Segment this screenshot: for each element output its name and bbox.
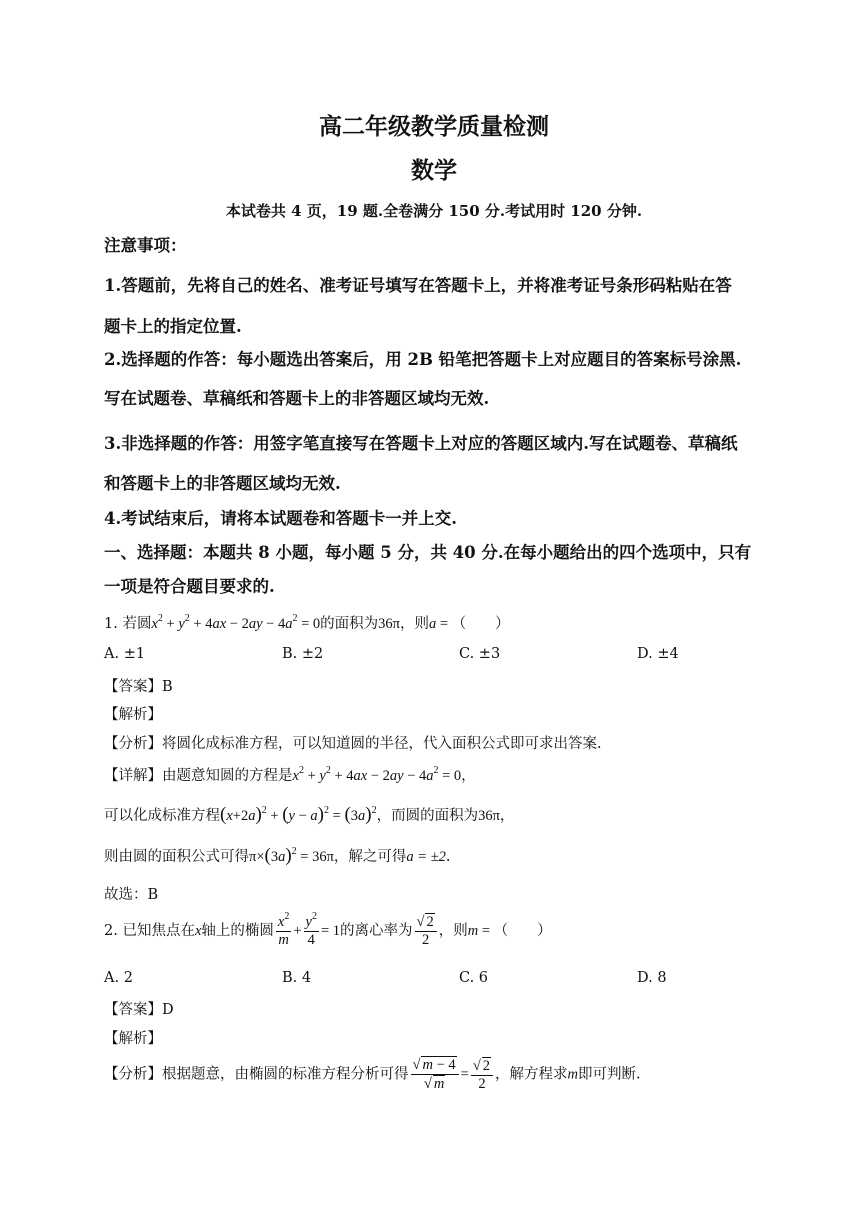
q2-answer: 【答案】D — [104, 1002, 174, 1018]
notice-item-4: 4.考试结束后，请将本试题卷和答题卡一并上交. — [104, 509, 457, 528]
q1-fenxi: 【分析】将圆化成标准方程，可以知道圆的半径，代入面积公式即可求出答案. — [104, 736, 602, 752]
q2-option-b: B. 4 — [282, 970, 312, 986]
question-1: 1. 若圆$x^2 + y^2 + 4ax - 2ay - 4a^2 = 0$的面积为36π，则a = （ ） — [104, 613, 510, 632]
q1-step-2: 可以化成标准方程$(x+2a)^2 + (y - a)^2 = (3a)^2$，而圆的面积为36π， — [104, 804, 515, 825]
q2-fenxi: 【分析】根据题意，由椭圆的标准方程分析可得 $\frac{√ m - 4}{√ m}$ = $\frac{√ 2}{2}$ ，解方程求m即可判断. — [104, 1057, 641, 1092]
q2-option-d: D. 8 — [637, 970, 667, 986]
notice-item-2-cont: 写在试题卷、草稿纸和答题卡上的非答题区域均无效. — [104, 389, 490, 408]
q2-option-c: C. 6 — [459, 970, 489, 986]
notice-item-3: 3.非选择题的作答：用签字笔直接写在答题卡上对应的答题区域内.写在试题卷、草稿纸 — [104, 434, 738, 453]
notice-item-3-cont: 和答题卡上的非答题区域均无效. — [104, 474, 341, 493]
section-1-heading: 一、选择题：本题共 8 小题，每小题 5 分，共 40 分.在每小题给出的四个选项中，只有 — [104, 543, 752, 562]
q2-frac-x: $\frac{x^2}{m}$ — [277, 910, 290, 948]
q1-unknown: a — [428, 616, 437, 632]
notice-heading: 注意事项： — [104, 236, 187, 255]
q1-analysis-label: 【解析】 — [104, 707, 162, 723]
q1-step-3: 则由圆的面积公式可得$\pi\times(3a)^2 = 36\pi$，解之可得a = ±2. — [104, 845, 451, 866]
q2-eccentricity: $\frac{√ 2}{2}$ — [415, 913, 437, 949]
q1-result: a = ±2 — [406, 849, 446, 865]
q1-answer: 【答案】B — [104, 679, 173, 695]
notice-item-1-cont: 题卡上的指定位置. — [104, 317, 242, 336]
q2-frac-y: $\frac{y^2}{4}$ — [305, 910, 317, 948]
q2-option-a: A. 2 — [104, 970, 133, 986]
q1-choose: 故选：B — [104, 887, 159, 903]
q1-option-b: B. ±2 — [282, 646, 324, 662]
q1-option-a: A. ±1 — [104, 646, 146, 662]
q1-option-d: D. ±4 — [637, 646, 679, 662]
q2-unknown: m — [467, 923, 479, 939]
q1-standard-form: $(x+2a)^2 + (y - a)^2 = (3a)^2$ — [220, 804, 377, 825]
q1-equation: $x^2 + y^2 + 4ax - 2ay - 4a^2 = 0$， — [292, 765, 476, 784]
notice-item-1: 1.答题前，先将自己的姓名、准考证号填写在答题卡上，并将准考证号条形码粘贴在答 — [104, 276, 732, 295]
section-1-heading-cont: 一项是符合题目要求的. — [104, 577, 275, 596]
notice-item-2: 2.选择题的作答：每小题选出答案后，用 2B 铅笔把答题卡上对应题目的答案标号涂黑. — [104, 350, 742, 369]
q1-xiangjie: 【详解】由题意知圆的方程是$x^2 + y^2 + 4ax - 2ay - 4a^2 = 0$， — [104, 765, 476, 784]
page-title: 高二年级教学质量检测 — [319, 113, 549, 140]
q2-ratio-value: $\frac{√ 2}{2}$ — [471, 1057, 493, 1093]
q2-ratio: $\frac{√ m - 4}{√ m}$ — [411, 1056, 459, 1093]
q2-analysis-label: 【解析】 — [104, 1031, 162, 1047]
q1-area-equation: $\pi\times(3a)^2 = 36\pi$ — [249, 845, 334, 866]
question-2: 2. 已知焦点在x轴上的椭圆 $\frac{x^2}{m}$ + $\frac{y^2}{4}$ = 1的离心率为 $\frac{√ 2}{2}$ ，则m = （ ） — [104, 910, 552, 948]
q1-circle-equation: $x^2 + y^2 + 4ax - 2ay - 4a^2 = 0$ — [151, 613, 321, 632]
q1-option-c: C. ±3 — [459, 646, 501, 662]
exam-info: 本试卷共 4 页，19 题.全卷满分 150 分.考试用时 120 分钟. — [225, 202, 643, 220]
subject-title: 数学 — [411, 157, 457, 184]
